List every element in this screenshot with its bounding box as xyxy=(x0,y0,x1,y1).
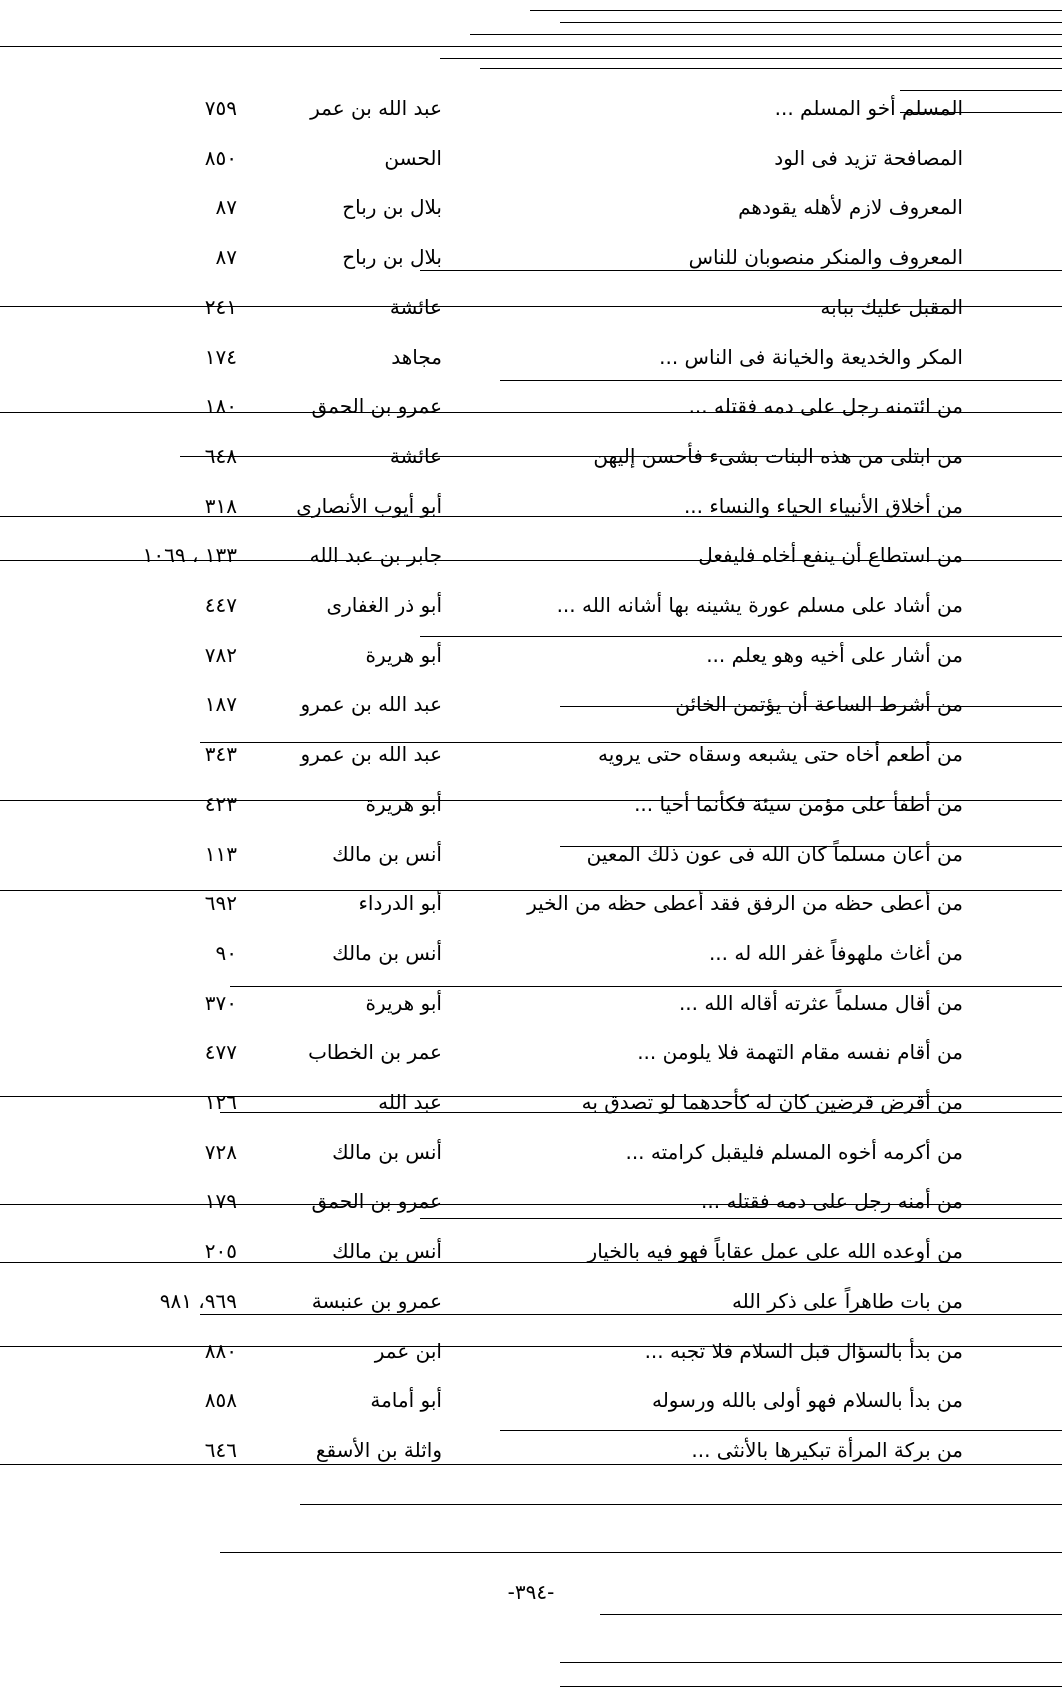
page-reference: ٧٢٨ xyxy=(204,1140,237,1164)
hadith-text: من ائتمنه رجل على دمه فقتله ... xyxy=(688,394,963,418)
hadith-text: من بركة المرأة تبكيرها بالأنثى ... xyxy=(691,1438,963,1462)
page-reference: ١٨٧ xyxy=(204,692,237,716)
table-row xyxy=(0,1139,1062,1189)
hadith-text: من أشرط الساعة أن يؤتمن الخائن xyxy=(675,692,963,716)
page-reference: ٣١٨ xyxy=(204,494,237,518)
table-row xyxy=(0,294,1062,344)
hadith-text: من أكرمه أخوه المسلم فليقبل كرامته ... xyxy=(625,1140,963,1164)
page-reference: ٦٩٢ xyxy=(204,891,237,915)
page-reference: ٢٤١ xyxy=(204,295,237,319)
narrator-name: أنس بن مالك xyxy=(332,1239,442,1263)
narrator-name: ابن عمر xyxy=(374,1339,442,1363)
hadith-text: من أطعم أخاه حتى يشبعه وسقاه حتى يرويه xyxy=(598,742,963,766)
hadith-text: من أقرض قرضين كان له كأحدهما لو تصدق به xyxy=(581,1090,963,1114)
hadith-text: من أخلاق الأنبياء الحياء والنساء ... xyxy=(683,494,963,518)
page-reference: ٣٧٠ xyxy=(204,991,237,1015)
page-reference: ١٧٩ xyxy=(204,1189,237,1213)
page-reference: ٤٢٣ xyxy=(204,792,237,816)
narrator-name: واثلة بن الأسقع xyxy=(315,1438,442,1462)
narrator-name: الحسن xyxy=(384,146,442,170)
narrator-name: أنس بن مالك xyxy=(332,1140,442,1164)
hadith-text: من أغاث ملهوفاً غفر الله له ... xyxy=(708,941,963,965)
table-row xyxy=(0,145,1062,195)
narrator-name: بلال بن رباح xyxy=(342,195,442,219)
table-row xyxy=(0,642,1062,692)
hadith-text: من استطاع أن ينفع أخاه فليفعل xyxy=(698,543,963,567)
hadith-text: من أطفأ على مؤمن سيئة فكأنما أحيا ... xyxy=(634,792,963,816)
hadith-text: من أشار على أخيه وهو يعلم ... xyxy=(706,643,963,667)
hadith-text: المسلم أخو المسلم ... xyxy=(774,96,963,120)
narrator-name: أبو أمامة xyxy=(370,1388,442,1412)
hadith-text: من أقام نفسه مقام التهمة فلا يلومن ... xyxy=(637,1040,963,1064)
page-reference: ٨٧ xyxy=(215,195,237,219)
narrator-name: مجاهد xyxy=(391,345,442,369)
narrator-name: أبو هريرة xyxy=(365,991,442,1015)
narrator-name: عائشة xyxy=(389,295,442,319)
hadith-text: من بدأ بالسلام فهو أولى بالله ورسوله xyxy=(651,1388,963,1412)
narrator-name: عبد الله بن عمر xyxy=(310,96,442,120)
narrator-name: عمرو بن الحمق xyxy=(311,1189,442,1213)
narrator-name: أبو هريرة xyxy=(365,792,442,816)
hadith-text: من بدأ بالسؤال قبل السلام فلا تجبه ... xyxy=(644,1339,963,1363)
hadith-text: من بات طاهراً على ذكر الله xyxy=(731,1289,963,1313)
table-row xyxy=(0,990,1062,1040)
table-row xyxy=(0,1238,1062,1288)
page-reference: ٣٤٣ xyxy=(204,742,237,766)
narrator-name: عمرو بن الحمق xyxy=(311,394,442,418)
hadith-text: من أقال مسلماً عثرته أقاله الله ... xyxy=(678,991,963,1015)
table-row xyxy=(0,344,1062,394)
narrator-name: عبد الله بن عمرو xyxy=(300,742,442,766)
hadith-text: المكر والخديعة والخيانة فى الناس ... xyxy=(659,345,963,369)
narrator-name: أنس بن مالك xyxy=(332,941,442,965)
narrator-name: أبو ذر الغفارى xyxy=(326,593,442,617)
page-reference: ٤٤٧ xyxy=(204,593,237,617)
page-reference: ٦٤٨ xyxy=(204,444,237,468)
page-reference: ١٧٤ xyxy=(204,345,237,369)
page-reference: ٧٥٩ xyxy=(204,96,237,120)
table-row xyxy=(0,1089,1062,1139)
table-row xyxy=(0,592,1062,642)
table-row xyxy=(0,393,1062,443)
table-row xyxy=(0,542,1062,592)
table-row xyxy=(0,1387,1062,1437)
narrator-name: عمرو بن عنبسة xyxy=(311,1289,442,1313)
table-row xyxy=(0,194,1062,244)
table-row xyxy=(0,1288,1062,1338)
table-row xyxy=(0,1188,1062,1238)
page-reference: ٩٦٩، ٩٨١ xyxy=(159,1289,237,1313)
page-reference: ٢٠٥ xyxy=(204,1239,237,1263)
table-row xyxy=(0,940,1062,990)
page-reference: ١٣٣ ، ١٠٦٩ xyxy=(142,543,237,567)
narrator-name: عبد الله xyxy=(378,1090,442,1114)
table-row xyxy=(0,741,1062,791)
table-row xyxy=(0,493,1062,543)
hadith-text: من أعطى حظه من الرفق فقد أعطى حظه من الخير xyxy=(527,891,963,915)
table-row xyxy=(0,1338,1062,1388)
table-row xyxy=(0,95,1062,145)
page-reference: ٨٥٠ xyxy=(204,146,237,170)
narrator-name: أنس بن مالك xyxy=(332,842,442,866)
table-row xyxy=(0,443,1062,493)
page-reference: ٨٥٨ xyxy=(204,1388,237,1412)
hadith-text: المعروف لازم لأهله يقودهم xyxy=(738,195,963,219)
page-number: -٣٩٤- xyxy=(507,1580,555,1604)
table-row xyxy=(0,791,1062,841)
hadith-text: من أمنه رجل على دمه فقتله ... xyxy=(701,1189,963,1213)
table-row xyxy=(0,890,1062,940)
narrator-name: أبو هريرة xyxy=(365,643,442,667)
narrator-name: عائشة xyxy=(389,444,442,468)
narrator-name: عبد الله بن عمرو xyxy=(300,692,442,716)
table-row xyxy=(0,244,1062,294)
narrator-name: عمر بن الخطاب xyxy=(308,1040,442,1064)
page-reference: ١١٣ xyxy=(204,842,237,866)
hadith-text: المصافحة تزيد فى الود xyxy=(774,146,963,170)
page-reference: ٨٧ xyxy=(215,245,237,269)
narrator-name: جابر بن عبد الله xyxy=(309,543,442,567)
page-reference: ٩٠ xyxy=(215,941,237,965)
table-row xyxy=(0,1039,1062,1089)
table-row xyxy=(0,841,1062,891)
table-row xyxy=(0,691,1062,741)
hadith-text: من أعان مسلماً كان الله فى عون ذلك المعين xyxy=(586,842,963,866)
hadith-text: المعروف والمنكر منصوبان للناس xyxy=(688,245,963,269)
page-reference: ٧٨٢ xyxy=(204,643,237,667)
narrator-name: أبو الدرداء xyxy=(358,891,442,915)
page-reference: ١٨٠ xyxy=(204,394,237,418)
page-reference: ٨٨٠ xyxy=(204,1339,237,1363)
page-reference: ٤٧٧ xyxy=(204,1040,237,1064)
page-reference: ٦٤٦ xyxy=(204,1438,237,1462)
page-reference: ١٢٦ xyxy=(204,1090,237,1114)
hadith-text: من ابتلى من هذه البنات بشىء فأحسن إليهن xyxy=(593,444,963,468)
hadith-text: المقبل عليك ببابه xyxy=(820,295,963,319)
hadith-text: من أشاد على مسلم عورة يشينه بها أشانه الله ... xyxy=(556,593,963,617)
table-row xyxy=(0,1437,1062,1487)
narrator-name: بلال بن رباح xyxy=(342,245,442,269)
narrator-name: أبو أيوب الأنصارى xyxy=(296,494,442,518)
hadith-text: من أوعده الله على عمل عقاباً فهو فيه بالخيار xyxy=(587,1239,963,1263)
